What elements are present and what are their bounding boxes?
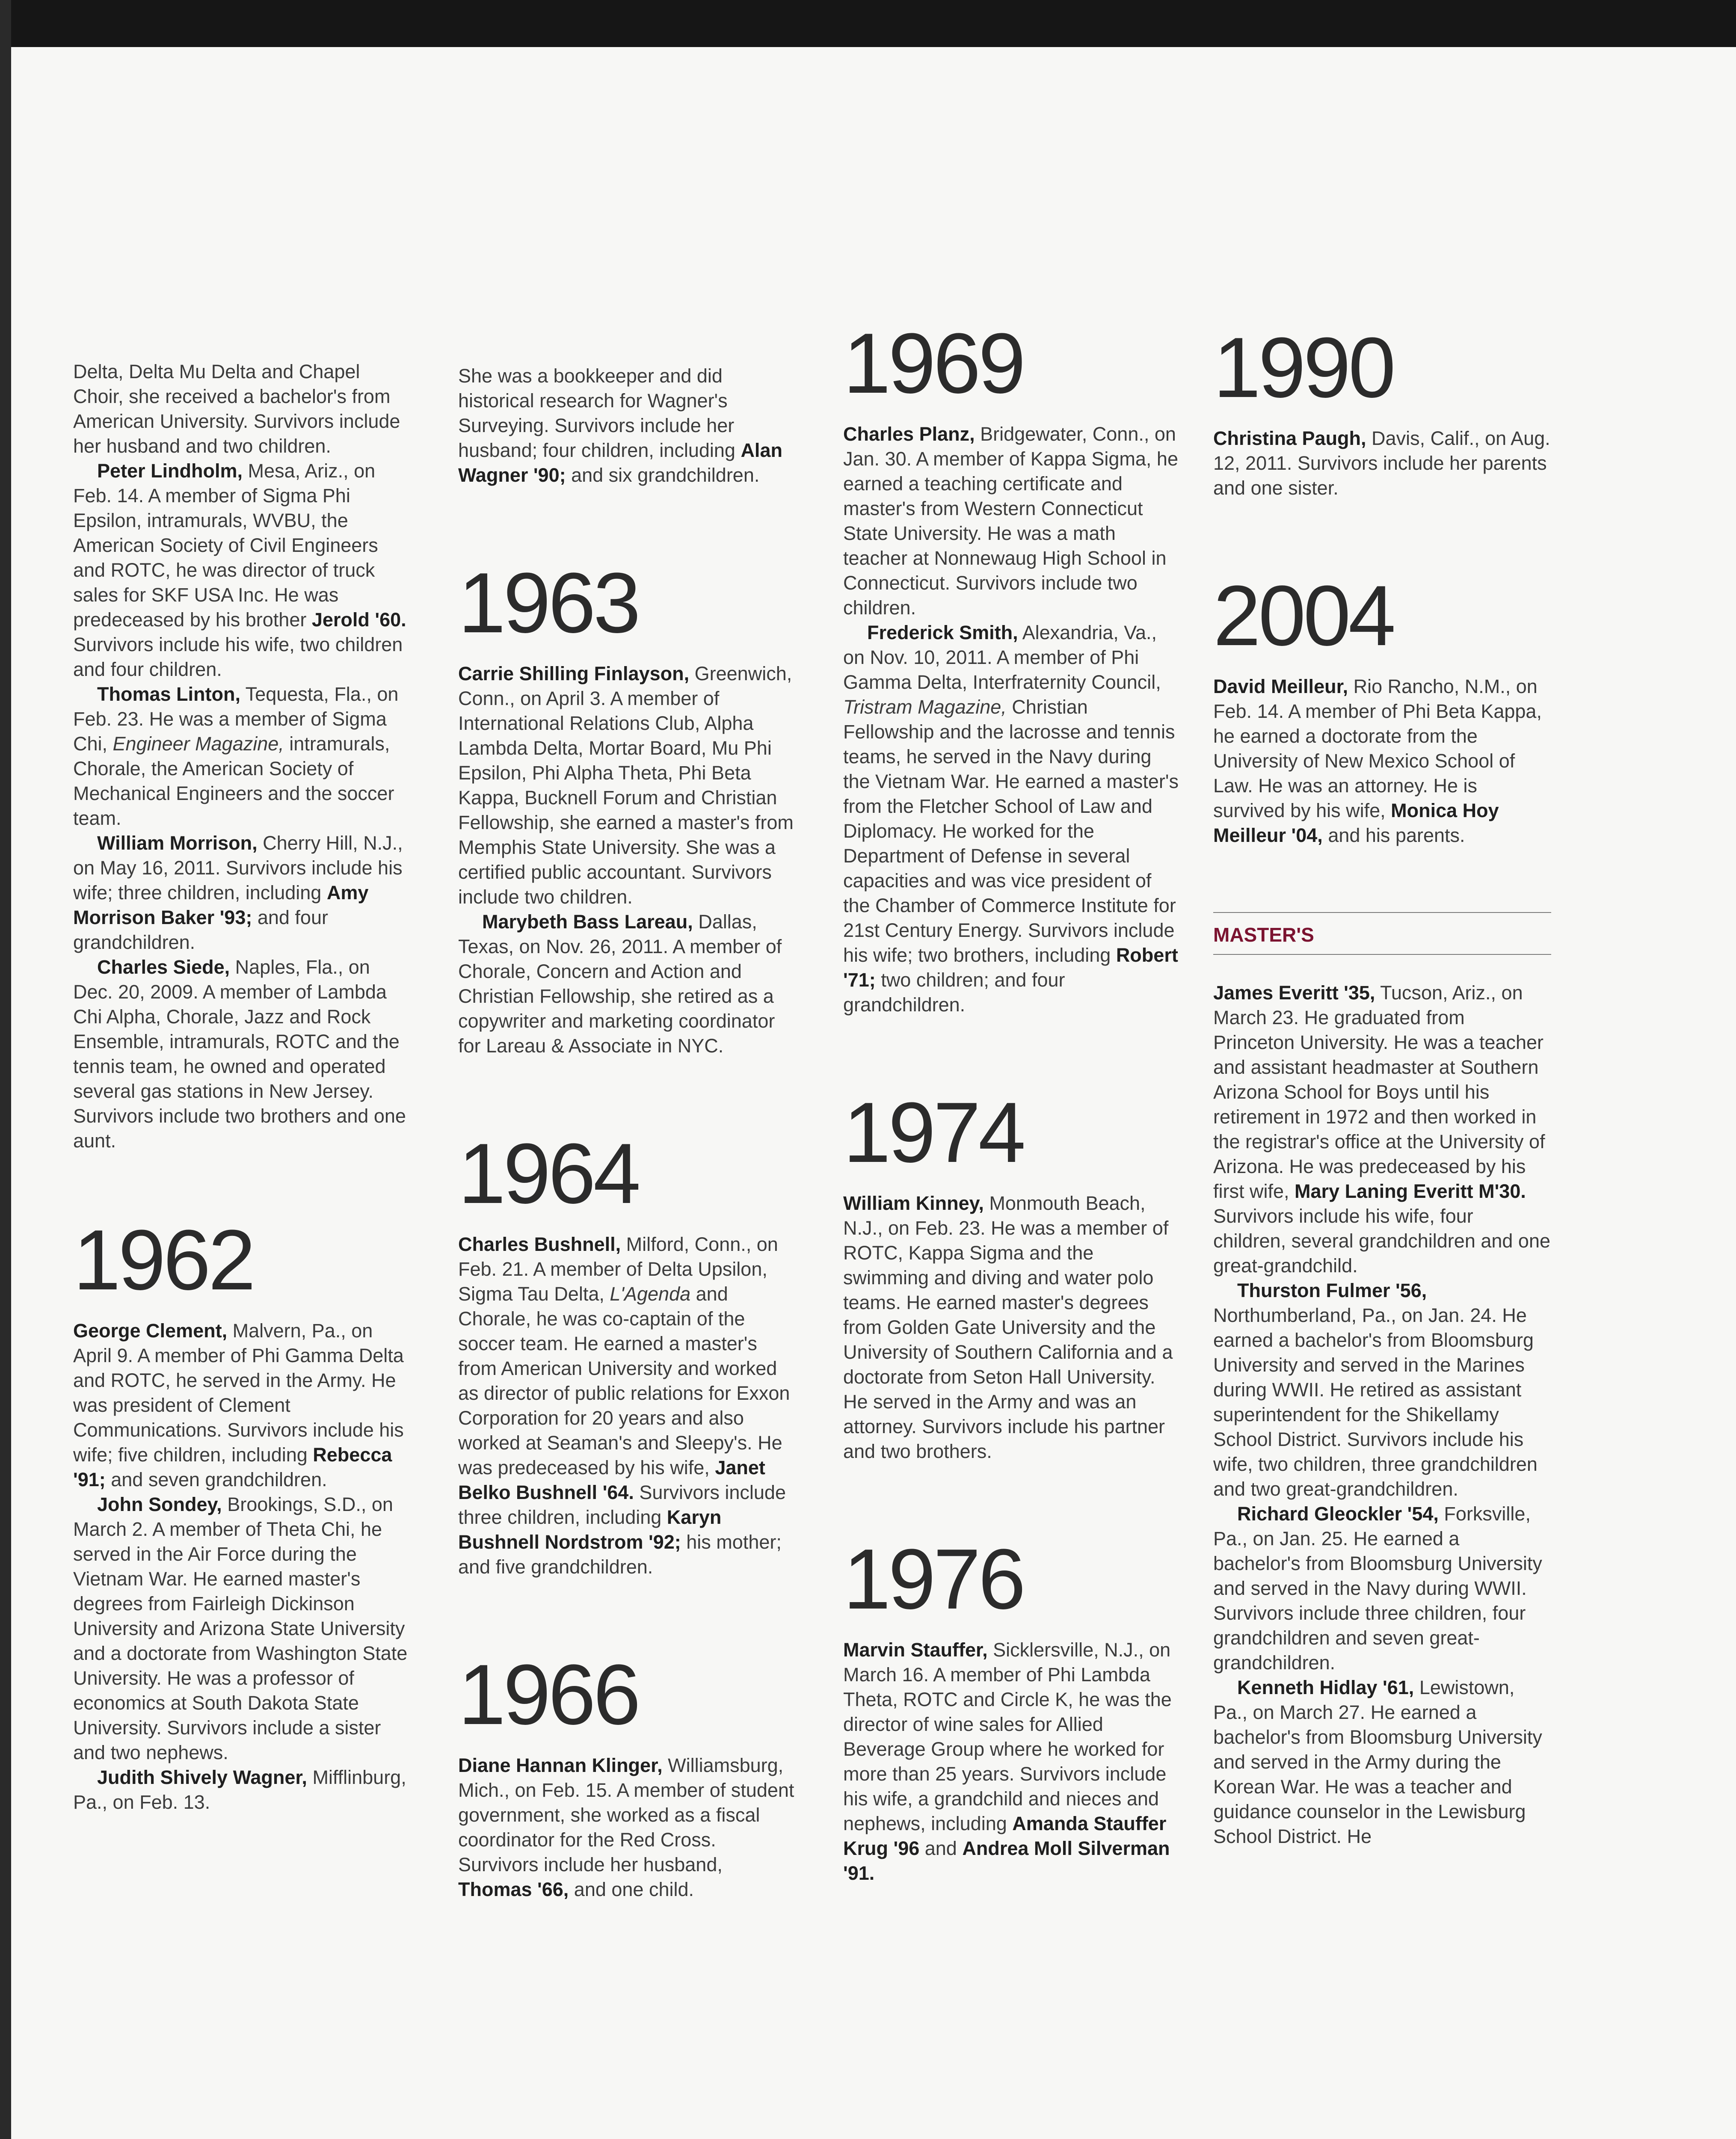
- year-heading-1974: 1974: [843, 1085, 1023, 1180]
- magazine-page: [11, 47, 1736, 2139]
- year-heading-1963: 1963: [458, 555, 638, 651]
- section-rule-top: [1213, 912, 1551, 913]
- column-3: [843, 316, 1181, 1886]
- column-2: [458, 364, 796, 1902]
- obituary-entry: James Everitt '35, Tucson, Ariz., on March 23. He graduated from Princeton University. He was a teacher and assistant headmaster at Southern Arizona School for Boys until his retirement in 1972 and then worked in the registrar's office at the University of Arizona. He was predeceased by his first wife, Mary Laning Everitt M'30. Survivors include his wife, four children, several grandchildren and one great-grandchild.: [1213, 982, 1551, 1277]
- year-heading-1962: 1962: [73, 1212, 253, 1308]
- obituary-entry: Richard Gleockler '54, Forksville, Pa., on Jan. 25. He earned a bachelor's from Bloomsburg University and served in the Navy during WWII. Survivors include three children, four grandchildren and seven great-grandchildren.: [1213, 1503, 1542, 1674]
- obituary-entry: Delta, Delta Mu Delta and Chapel Choir, she received a bachelor's from American University. Survivors include her husband and two children.: [73, 361, 400, 457]
- column-1: [73, 359, 411, 1815]
- obituary-entry: Charles Planz, Bridgewater, Conn., on Jan. 30. A member of Kappa Sigma, he earned a teaching certificate and master's from Western Connecticut State University. He was a math teacher at Nonnewaug High School in Connecticut. Survivors include two children.: [843, 423, 1178, 619]
- obituary-entry: Charles Bushnell, Milford, Conn., on Feb. 21. A member of Delta Upsilon, Sigma Tau Delta, L'Agenda and Chorale, he was co-captain of the soccer team. He earned a master's from American University and worked as director of public relations for Exxon Corporation for 20 years and also worked at Seaman's and Sleepy's. He was predeceased by his wife, Janet Belko Bushnell '64. Survivors include three children, including Karyn Bushnell Nordstrom '92; his mother; and five grandchildren.: [458, 1233, 790, 1578]
- obituary-entry: Christina Paugh, Davis, Calif., on Aug. 12, 2011. Survivors include her parents and one sister.: [1213, 427, 1550, 499]
- column-4: [1213, 320, 1551, 1849]
- obituary-entry: Carrie Shilling Finlayson, Greenwich, Conn., on April 3. A member of International Relations Club, Alpha Lambda Delta, Mortar Board, Mu Phi Epsilon, Phi Alpha Theta, Phi Beta Kappa, Bucknell Forum and Christian Fellowship, she earned a master's from Memphis State University. She was a certified public accountant. Survivors include two children.: [458, 663, 794, 908]
- year-heading-1966: 1966: [458, 1647, 638, 1742]
- obituary-entry: William Morrison, Cherry Hill, N.J., on May 16, 2011. Survivors include his wife; three children, including Amy Morrison Baker '93; and four grandchildren.: [73, 832, 403, 953]
- year-heading-1969: 1969: [843, 316, 1023, 411]
- section-label-masters: MASTER'S: [1213, 924, 1314, 946]
- obituary-entry: George Clement, Malvern, Pa., on April 9. A member of Phi Gamma Delta and ROTC, he served in the Army. He was president of Clement Communications. Survivors include his wife; five children, including Rebecca '91; and seven grandchildren.: [73, 1320, 404, 1490]
- section-rule-bottom: [1213, 954, 1551, 955]
- obituary-entry: Charles Siede, Naples, Fla., on Dec. 20, 2009. A member of Lambda Chi Alpha, Chorale, Jazz and Rock Ensemble, intramurals, ROTC and the tennis team, he owned and operated several gas stations in New Jersey. Survivors include two brothers and one aunt.: [73, 956, 406, 1152]
- obituary-entry: Marybeth Bass Lareau, Dallas, Texas, on Nov. 26, 2011. A member of Chorale, Concern and Action and Christian Fellowship, she retired as a copywriter and marketing coordinator for Lareau & Associate in NYC.: [458, 911, 782, 1057]
- year-heading-1990: 1990: [1213, 320, 1393, 415]
- obituary-entry: William Kinney, Monmouth Beach, N.J., on Feb. 23. He was a member of ROTC, Kappa Sigma and the swimming and diving and water polo teams. He earned master's degrees from Golden Gate University and the University of Southern California and a doctorate from Seton Hall University. He served in the Army and was an attorney. Survivors include his partner and two brothers.: [843, 1192, 1173, 1462]
- obituary-entry: John Sondey, Brookings, S.D., on March 2. A member of Theta Chi, he served in the Air Force during the Vietnam War. He earned master's degrees from Fairleigh Dickinson University and Arizona State University and a doctorate from Washington State University. He was a professor of economics at South Dakota State University. Survivors include a sister and two nephews.: [73, 1493, 408, 1763]
- year-heading-1964: 1964: [458, 1126, 638, 1221]
- obituary-entry: Diane Hannan Klinger, Williamsburg, Mich., on Feb. 15. A member of student government, she worked as a fiscal coordinator for the Red Cross. Survivors include her husband, Thomas '66, and one child.: [458, 1754, 794, 1900]
- obituary-entry: Frederick Smith, Alexandria, Va., on Nov. 10, 2011. A member of Phi Gamma Delta, Interfraternity Council, Tristram Magazine, Christian Fellowship and the lacrosse and tennis teams, he served in the Navy during the Vietnam War. He earned a master's from the Fletcher School of Law and Diplomacy. He worked for the Department of Defense in several capacities and was vice president of the Chamber of Commerce Institute for 21st Century Energy. Survivors include his wife; two brothers, including Robert '71; two children; and four grandchildren.: [843, 622, 1179, 1016]
- obituary-entry: David Meilleur, Rio Rancho, N.M., on Feb. 14. A member of Phi Beta Kappa, he earned a doctorate from the University of New Mexico School of Law. He was an attorney. He is survived by his wife, Monica Hoy Meilleur '04, and his parents.: [1213, 675, 1542, 846]
- year-heading-1976: 1976: [843, 1532, 1023, 1627]
- obituary-entry: Peter Lindholm, Mesa, Ariz., on Feb. 14. A member of Sigma Phi Epsilon, intramurals, WVBU, the American Society of Civil Engineers and ROTC, he was director of truck sales for SKF USA Inc. He was predeceased by his brother Jerold '60. Survivors include his wife, two children and four children.: [73, 460, 406, 680]
- obituary-entry: Kenneth Hidlay '61, Lewistown, Pa., on March 27. He earned a bachelor's from Bloomsburg University and served in the Army during the Korean War. He was a teacher and guidance counselor in the Lewisburg School District. He: [1213, 1677, 1542, 1847]
- obituary-entry: Marvin Stauffer, Sicklersville, N.J., on March 16. A member of Phi Lambda Theta, ROTC and Circle K, he was the director of wine sales for Allied Beverage Group where he worked for more than 25 years. Survivors include his wife, a grandchild and nieces and nephews, including Amanda Stauffer Krug '96 and Andrea Moll Silverman '91.: [843, 1639, 1172, 1884]
- page-edge: [0, 0, 11, 2139]
- obituary-continuation: She was a bookkeeper and did historical research for Wagner's Surveying. Survivors include her husband; four children, including Alan Wagner '90; and six grandchildren.: [458, 365, 782, 486]
- obituary-entry: Thomas Linton, Tequesta, Fla., on Feb. 23. He was a member of Sigma Chi, Engineer Magazine, intramurals, Chorale, the American Society of Mechanical Engineers and the soccer team.: [73, 683, 399, 829]
- year-heading-2004: 2004: [1213, 568, 1393, 664]
- obituary-entry: Thurston Fulmer '56, Northumberland, Pa., on Jan. 24. He earned a bachelor's from Bloomsburg University and served in the Marines during WWII. He retired as assistant superintendent for the Shikellamy School District. Survivors include his wife, two children, three grandchildren and two great-grandchildren.: [1213, 1280, 1538, 1500]
- obituary-entry: Judith Shively Wagner, Mifflinburg, Pa., on Feb. 13.: [73, 1766, 406, 1813]
